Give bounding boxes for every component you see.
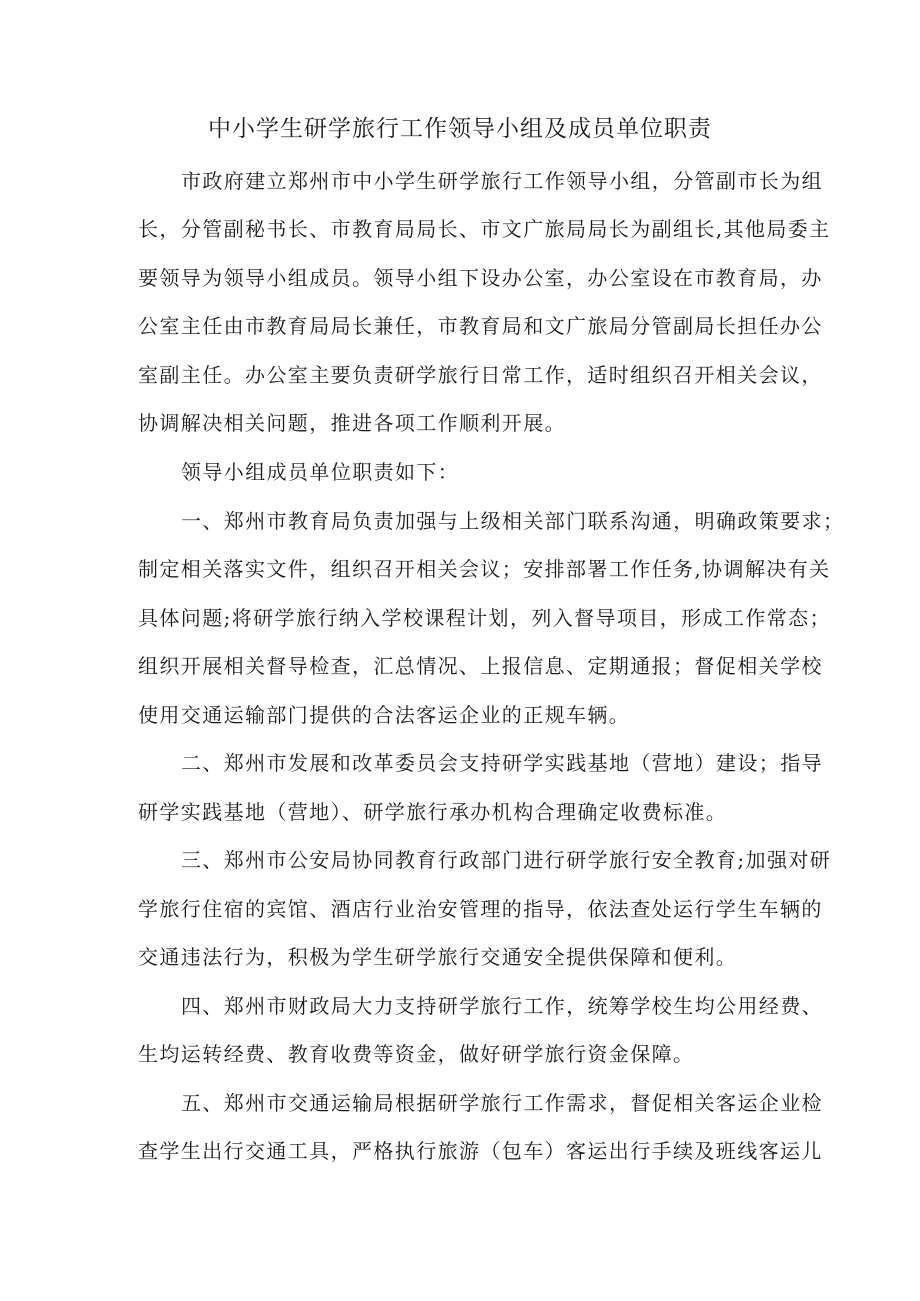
paragraph-line: 一、郑州市教育局负责加强与上级相关部门联系沟通，明确政策要求； bbox=[181, 509, 845, 533]
paragraph-line: 研学实践基地（营地）、研学旅行承办机构合理确定收费标准。 bbox=[138, 800, 728, 824]
paragraph-line: 组织开展相关督导检查，汇总情况、上报信息、定期通报；督促相关学校 bbox=[138, 654, 823, 678]
document-title: 中小学生研学旅行工作领导小组及成员单位职责 bbox=[208, 116, 712, 142]
paragraph-line: 学旅行住宿的宾馆、酒店行业治安管理的指导，依法查处运行学生车辆的 bbox=[138, 897, 823, 921]
paragraph-line: 交通违法行为，积极为学生研学旅行交通安全提供保障和便利。 bbox=[138, 945, 738, 969]
paragraph-line: 使用交通运输部门提供的合法客运企业的正规车辆。 bbox=[138, 703, 631, 727]
paragraph-line: 制定相关落实文件，组织召开相关会议；安排部署工作任务,协调解决有关 bbox=[138, 557, 831, 581]
paragraph-line: 查学生出行交通工具，严格执行旅游（包车）客运出行手续及班线客运儿 bbox=[138, 1139, 823, 1163]
paragraph-line: 市政府建立郑州市中小学生研学旅行工作领导小组，分管副市长为组 bbox=[181, 169, 823, 193]
paragraph-line: 五、郑州市交通运输局根据研学旅行工作需求，督促相关客运企业检 bbox=[181, 1091, 823, 1115]
paragraph-line: 生均运转经费、教育收费等资金，做好研学旅行资金保障。 bbox=[138, 1042, 695, 1066]
paragraph-line: 领导小组成员单位职责如下： bbox=[181, 460, 460, 484]
paragraph-line: 要领导为领导小组成员。领导小组下设办公室，办公室设在市教育局，办 bbox=[138, 266, 823, 290]
paragraph-line: 具体问题;将研学旅行纳入学校课程计划，列入督导项目，形成工作常态； bbox=[138, 606, 831, 630]
paragraph-line: 协调解决相关问题，推进各项工作顺利开展。 bbox=[138, 411, 566, 435]
paragraph-line: 四、郑州市财政局大力支持研学旅行工作，统筹学校生均公用经费、 bbox=[181, 994, 823, 1018]
paragraph-line: 室副主任。办公室主要负责研学旅行日常工作，适时组织召开相关会议， bbox=[138, 363, 823, 387]
paragraph-line: 公室主任由市教育局局长兼任，市教育局和文广旅局分管副局长担任办公 bbox=[138, 314, 823, 338]
paragraph-line: 二、郑州市发展和改革委员会支持研学实践基地（营地）建设；指导 bbox=[181, 751, 823, 775]
paragraph-line: 三、郑州市公安局协同教育行政部门进行研学旅行安全教育;加强对研 bbox=[181, 848, 832, 872]
paragraph-line: 长，分管副秘书长、市教育局局长、市文广旅局局长为副组长,其他局委主 bbox=[138, 217, 831, 241]
